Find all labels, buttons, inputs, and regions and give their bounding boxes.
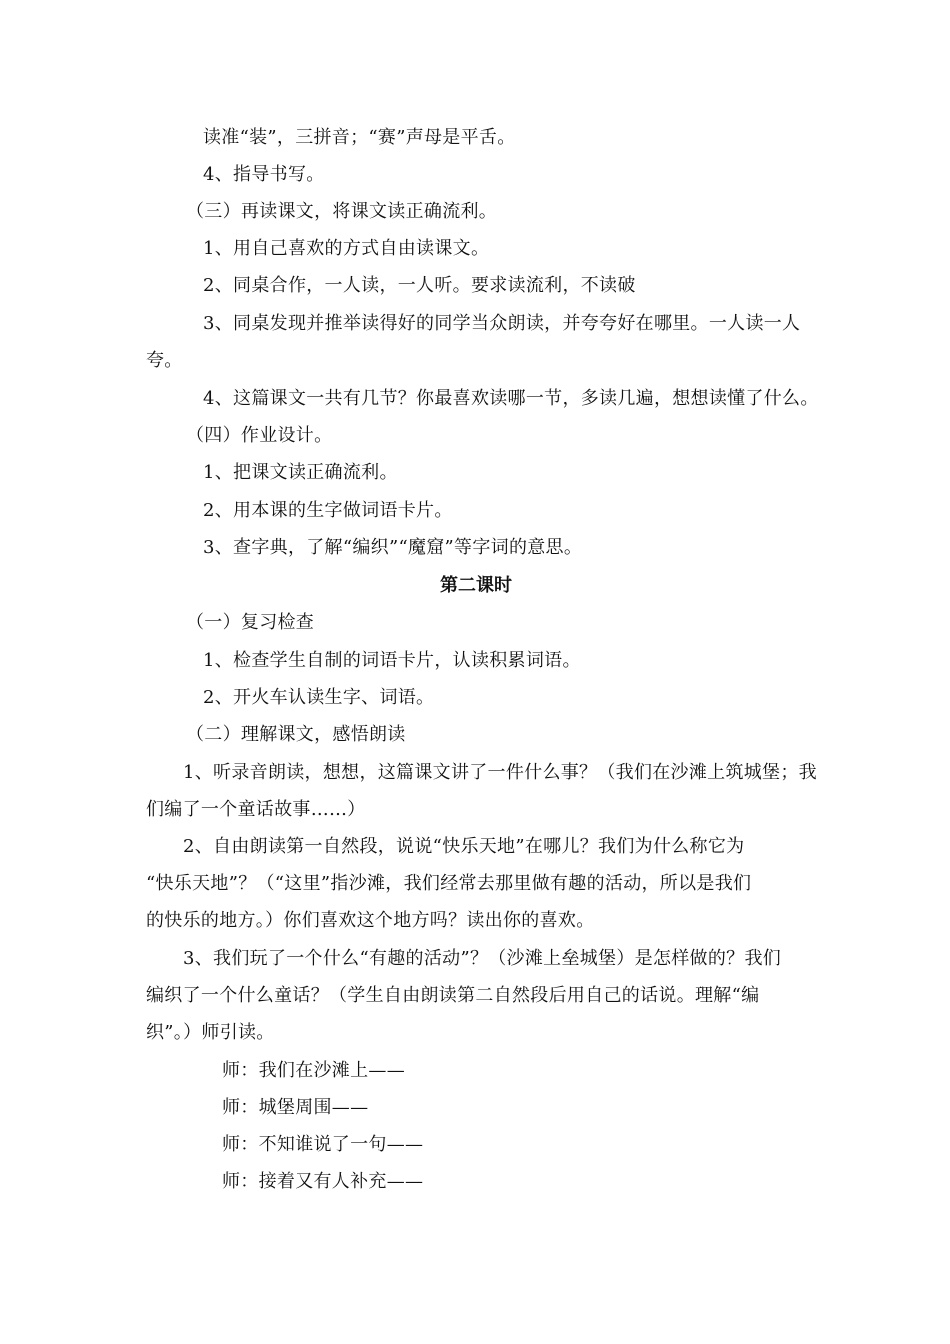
line-item: 1、检查学生自制的词语卡片，认读积累词语。 (203, 650, 581, 671)
teacher-line: 师：我们在沙滩上—— (222, 1060, 405, 1081)
line-item: 3、同桌发现并推举读得好的同学当众朗读，并夸夸好在哪里。一人读一人 (203, 313, 801, 334)
line-continuation: “快乐天地”？（“这里”指沙滩，我们经常去那里做有趣的活动，所以是我们 (146, 873, 752, 894)
line-continuation: 编织了一个什么童话？（学生自由朗读第二自然段后用自己的话说。理解“编 (146, 985, 760, 1006)
lesson-title: 第二课时 (440, 575, 512, 596)
teacher-line: 师：城堡周围—— (222, 1097, 369, 1118)
line-item: 2、用本课的生字做词语卡片。 (203, 500, 453, 521)
line-item: 4、这篇课文一共有几节？你最喜欢读哪一节，多读几遍，想想读懂了什么。 (203, 388, 819, 409)
teacher-line: 师：不知谁说了一句—— (222, 1134, 424, 1155)
line-item: 2、自由朗读第一自然段，说说“快乐天地”在哪儿？我们为什么称它为 (183, 836, 745, 857)
line-continuation: 织”。）师引读。 (146, 1022, 275, 1043)
section-heading-1: （一）复习检查 (186, 612, 315, 633)
section-heading-3: （三）再读课文，将课文读正确流利。 (186, 201, 498, 222)
line-guide-writing: 4、指导书写。 (203, 164, 325, 185)
line-reading-note: 读准“装”，三拼音；“赛”声母是平舌。 (203, 127, 516, 148)
line-item: 3、查字典，了解“编织”“魔窟”等字词的意思。 (203, 537, 583, 558)
line-item: 2、开火车认读生字、词语。 (203, 687, 435, 708)
section-heading-4: （四）作业设计。 (186, 425, 333, 446)
section-heading-2: （二）理解课文，感悟朗读 (186, 724, 406, 745)
line-item: 1、把课文读正确流利。 (203, 462, 398, 483)
line-continuation: 夸。 (146, 350, 183, 371)
line-item: 1、用自己喜欢的方式自由读课文。 (203, 238, 490, 259)
line-continuation: 的快乐的地方。）你们喜欢这个地方吗？读出你的喜欢。 (146, 910, 595, 931)
line-item: 2、同桌合作，一人读，一人听。要求读流利，不读破 (203, 275, 636, 296)
teacher-line: 师：接着又有人补充—— (222, 1171, 424, 1192)
line-continuation: 们编了一个童话故事……） (146, 799, 366, 820)
line-item: 3、我们玩了一个什么“有趣的活动”？（沙滩上垒城堡）是怎样做的？我们 (183, 948, 782, 969)
line-item: 1、听录音朗读，想想，这篇课文讲了一件什么事？（我们在沙滩上筑城堡；我 (183, 762, 817, 783)
